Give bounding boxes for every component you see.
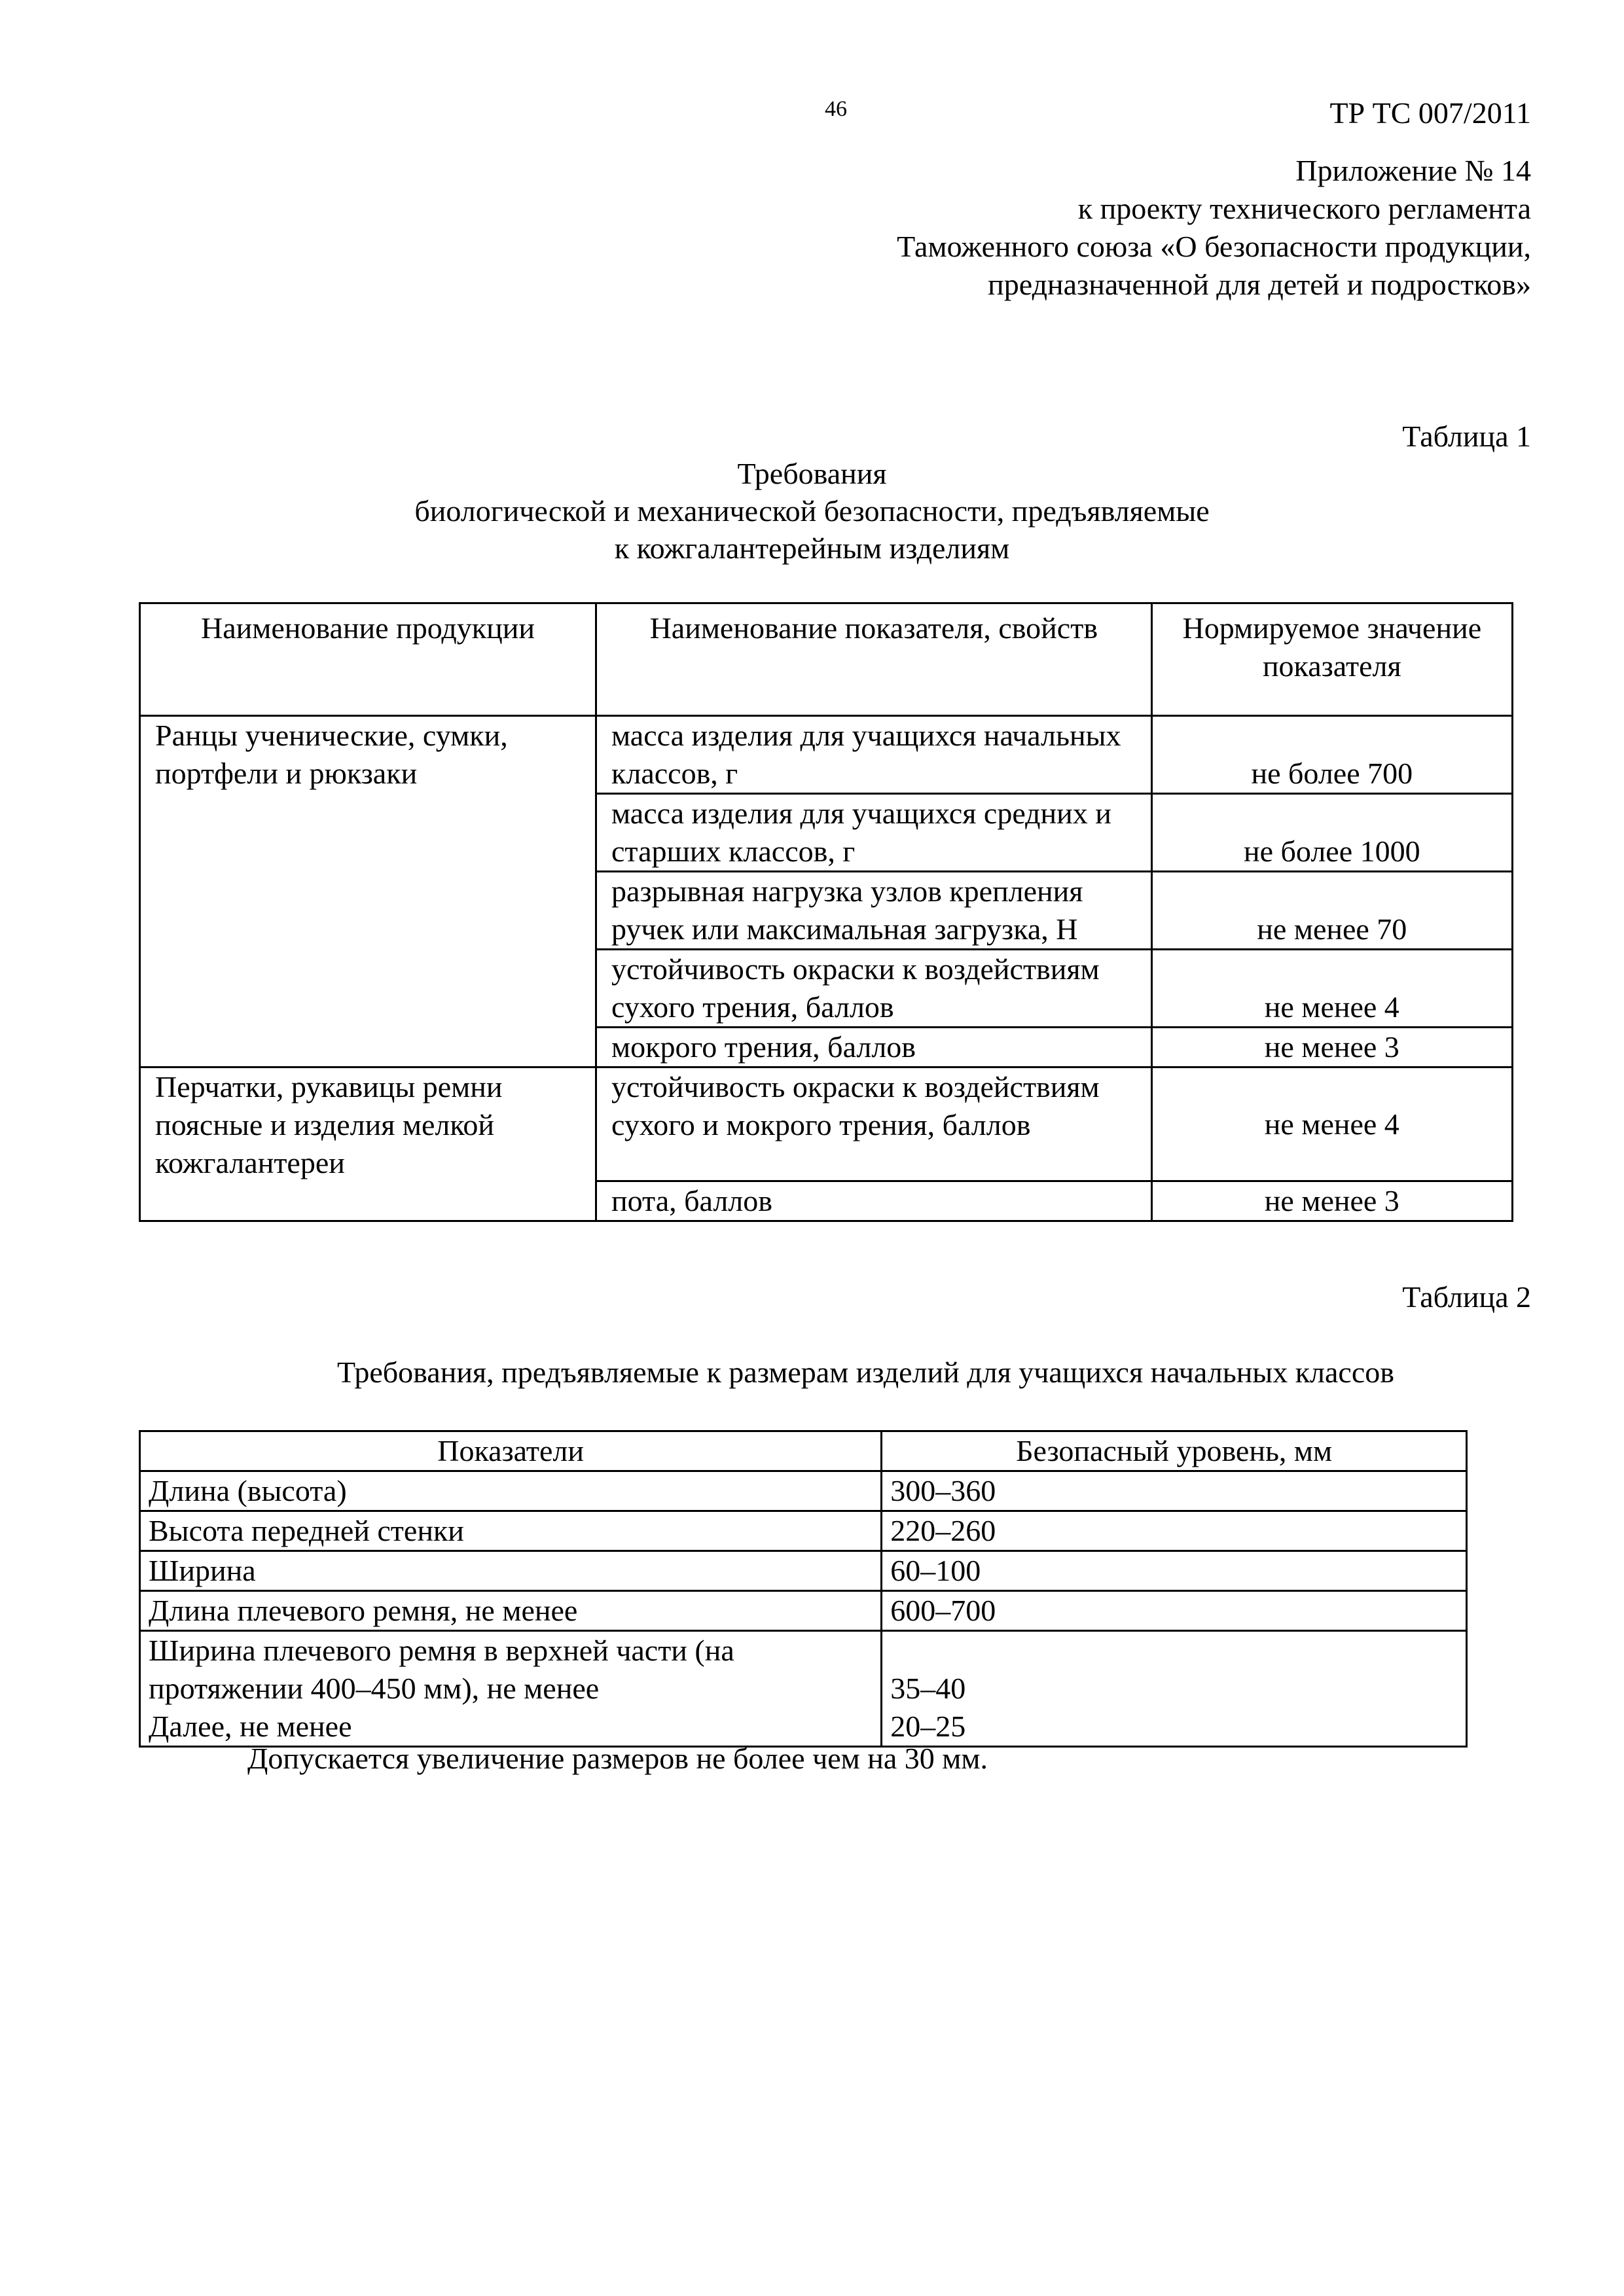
column-header: Наименование продукции [140,603,596,716]
safe-level-value: 220–260 [882,1511,1467,1551]
table-row [140,1471,1467,1511]
table2-note: Допускается увеличение размеров не более чем на 30 мм. [247,1742,988,1775]
column-header: Наименование показателя, свойств [596,603,1152,716]
page-number: 46 [825,97,847,121]
table-row [140,1591,1467,1631]
size-requirements-table [139,1430,1468,1748]
indicator-name: устойчивость окраски к воздействиям сухого и мокрого трения, баллов [596,1067,1152,1181]
table1-title-line: Требования [737,457,887,490]
table2-label: Таблица 2 [1402,1280,1531,1314]
norm-value: не менее 70 [1151,872,1512,950]
indicator-name: масса изделия для учащихся начальных классов, г [596,716,1152,794]
table1-title [0,455,1624,567]
column-header: Безопасный уровень, мм [882,1431,1467,1471]
safe-level-value: 600–700 [882,1591,1467,1631]
parameter-name: Длина (высота) [140,1471,882,1511]
table-header-row [140,603,1513,716]
table-header-row [140,1431,1467,1471]
parameter-name [140,1631,882,1747]
safe-level-line: 35–40 [890,1672,966,1705]
product-name: Перчатки, рукавицы ремни поясные и изделия мелкой кожгалантереи [140,1067,596,1221]
document-code: ТР ТС 007/2011 [1329,96,1531,130]
appendix-header [897,152,1531,304]
table-row [140,1511,1467,1551]
safe-level-value [882,1631,1467,1747]
indicator-name: устойчивость окраски к воздействиям сухого трения, баллов [596,950,1152,1028]
table-row [140,1631,1467,1747]
indicator-name: пота, баллов [596,1181,1152,1221]
indicator-name: разрывная нагрузка узлов крепления ручек или максимальная загрузка, Н [596,872,1152,950]
table-row [140,716,1513,794]
norm-value: не менее 3 [1151,1181,1512,1221]
safe-level-value: 300–360 [882,1471,1467,1511]
norm-value: не менее 4 [1151,950,1512,1028]
norm-value: не более 1000 [1151,794,1512,872]
norm-value: не менее 3 [1151,1028,1512,1067]
table1-title-line: к кожгалантерейным изделиям [614,531,1010,565]
indicator-name: мокрого трения, баллов [596,1028,1152,1067]
table1-title-line: биологической и механической безопасности, предъявляемые [414,494,1210,528]
parameter-name: Высота передней стенки [140,1511,882,1551]
table2-title: Требования, предъявляемые к размерам изделий для учащихся начальных классов [337,1355,1394,1389]
column-header: Нормируемое значение показателя [1151,603,1512,716]
parameter-name: Длина плечевого ремня, не менее [140,1591,882,1631]
table-row [140,1551,1467,1591]
appendix-line: Приложение № 14 [1295,154,1531,187]
product-name: Ранцы ученические, сумки, портфели и рюкзаки [140,716,596,1067]
appendix-line: к проекту технического регламента [1077,192,1531,225]
safe-level-value: 60–100 [882,1551,1467,1591]
table1-label: Таблица 1 [1402,420,1531,453]
norm-value: не менее 4 [1151,1067,1512,1181]
column-header: Показатели [140,1431,882,1471]
parameter-name-line: Ширина плечевого ремня в верхней части (на протяжении 400–450 мм), не менее [149,1634,734,1705]
indicator-name: масса изделия для учащихся средних и старших классов, г [596,794,1152,872]
parameter-name-line: Далее, не менее [149,1710,352,1743]
appendix-line: Таможенного союза «О безопасности продукции, [897,230,1531,263]
parameter-name: Ширина [140,1551,882,1591]
norm-value: не более 700 [1151,716,1512,794]
safety-requirements-table [139,602,1513,1222]
table-row [140,1067,1513,1181]
appendix-line: предназначенной для детей и подростков» [988,268,1531,301]
safe-level-line: 20–25 [890,1710,966,1743]
